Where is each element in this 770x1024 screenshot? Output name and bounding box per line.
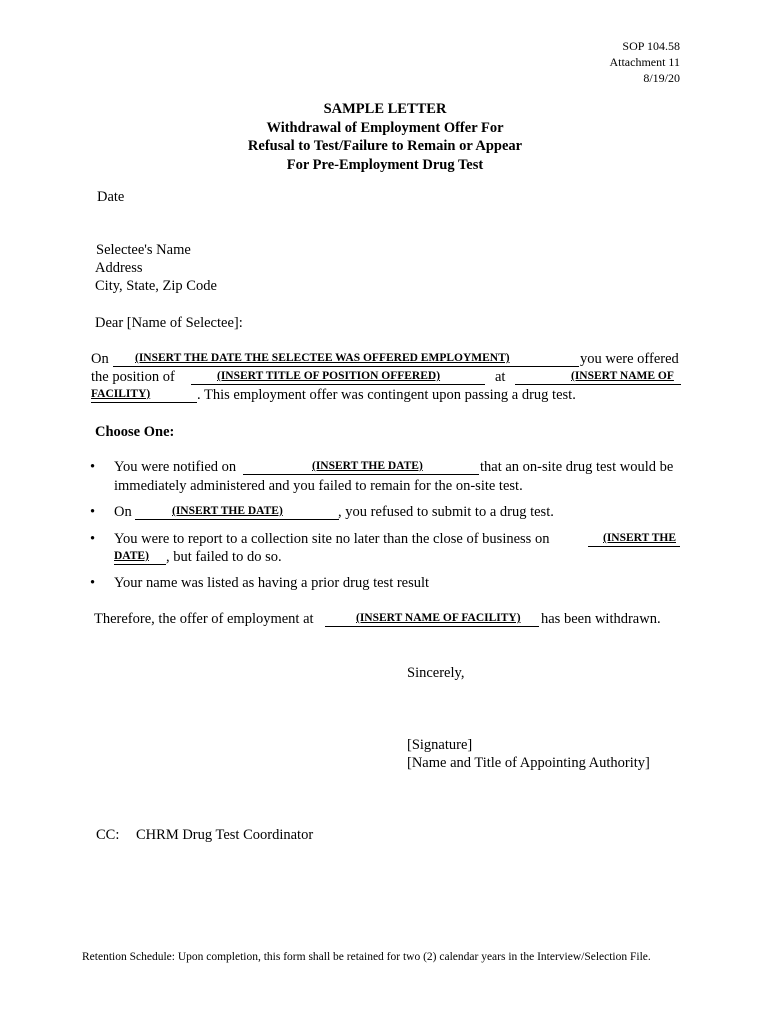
para1-contingent: . This employment offer was contingent upon passing a drug test. (197, 387, 576, 403)
therefore-insert-facility: (INSERT NAME OF FACILITY) (356, 612, 521, 624)
retention-schedule-footer: Retention Schedule: Upon completion, this form shall be retained for two (2) calendar years in the Interview/Selection File. (82, 951, 651, 963)
selectee-name: Selectee's Name (96, 242, 191, 258)
insert-position-title: (INSERT TITLE OF POSITION OFFERED) (217, 370, 441, 382)
bullet1-insert-date: (INSERT THE DATE) (312, 460, 423, 472)
bullet1-text-a: You were notified on (114, 459, 237, 475)
insert-facility-part1: (INSERT NAME OF (571, 370, 674, 382)
bullet3-insert-date-part1: (INSERT THE (603, 532, 676, 544)
title-line-4: For Pre-Employment Drug Test (286, 156, 484, 173)
title-line-3: Refusal to Test/Failure to Remain or Appear (247, 138, 523, 154)
cc-label: CC: (96, 827, 120, 843)
attachment-number: Attachment 11 (609, 55, 680, 69)
therefore-text-a: Therefore, the offer of employment at (94, 611, 314, 627)
para1-you-were-offered: you were offered (580, 351, 679, 367)
closing-signature: [Signature] (407, 737, 473, 753)
bullet-glyph-2: • (90, 504, 96, 520)
bullet-glyph-4: • (90, 575, 96, 591)
para1-at: at (495, 369, 506, 385)
bullet-glyph-1: • (90, 459, 96, 475)
bullet1-text-c: immediately administered and you failed to remain for the on-site test. (114, 478, 523, 494)
bullet3-text-b: , but failed to do so. (166, 549, 282, 565)
bullet3-insert-date-part2: DATE) (114, 550, 149, 562)
cc-value: CHRM Drug Test Coordinator (136, 827, 314, 843)
bullet-glyph-3: • (90, 531, 96, 547)
closing-name-title: [Name and Title of Appointing Authority] (407, 755, 650, 771)
letter-title (0, 100, 770, 174)
date-label: Date (97, 189, 125, 205)
closing-sincerely: Sincerely, (407, 665, 465, 681)
title-line-1: SAMPLE LETTER (323, 101, 447, 117)
para1-the-position-of: the position of (91, 369, 175, 385)
salutation: Dear [Name of Selectee]: (95, 315, 243, 331)
bullet4-text: Your name was listed as having a prior drug test result (114, 575, 430, 591)
bullet2-text-a: On (114, 504, 132, 520)
title-line-2: Withdrawal of Employment Offer For (266, 119, 504, 136)
bullet2-text-b: , you refused to submit to a drug test. (338, 504, 554, 520)
document-header (609, 38, 680, 86)
revision-date: 8/19/20 (643, 71, 680, 85)
bullet1-text-b: that an on-site drug test would be (480, 459, 674, 475)
selectee-address: Address (95, 260, 143, 276)
insert-offer-date: (INSERT THE DATE THE SELECTEE WAS OFFERED EMPLOYMENT) (135, 352, 510, 364)
para1-on: On (91, 351, 109, 367)
choose-one-heading: Choose One: (95, 424, 175, 440)
bullet2-insert-date: (INSERT THE DATE) (172, 505, 283, 517)
selectee-city-state-zip: City, State, Zip Code (95, 278, 217, 294)
bullet3-text-a: You were to report to a collection site no later than the close of business on (114, 531, 550, 547)
insert-facility-part2: FACILITY) (91, 388, 151, 400)
sop-number: SOP 104.58 (622, 39, 680, 53)
therefore-text-b: has been withdrawn. (541, 611, 661, 627)
